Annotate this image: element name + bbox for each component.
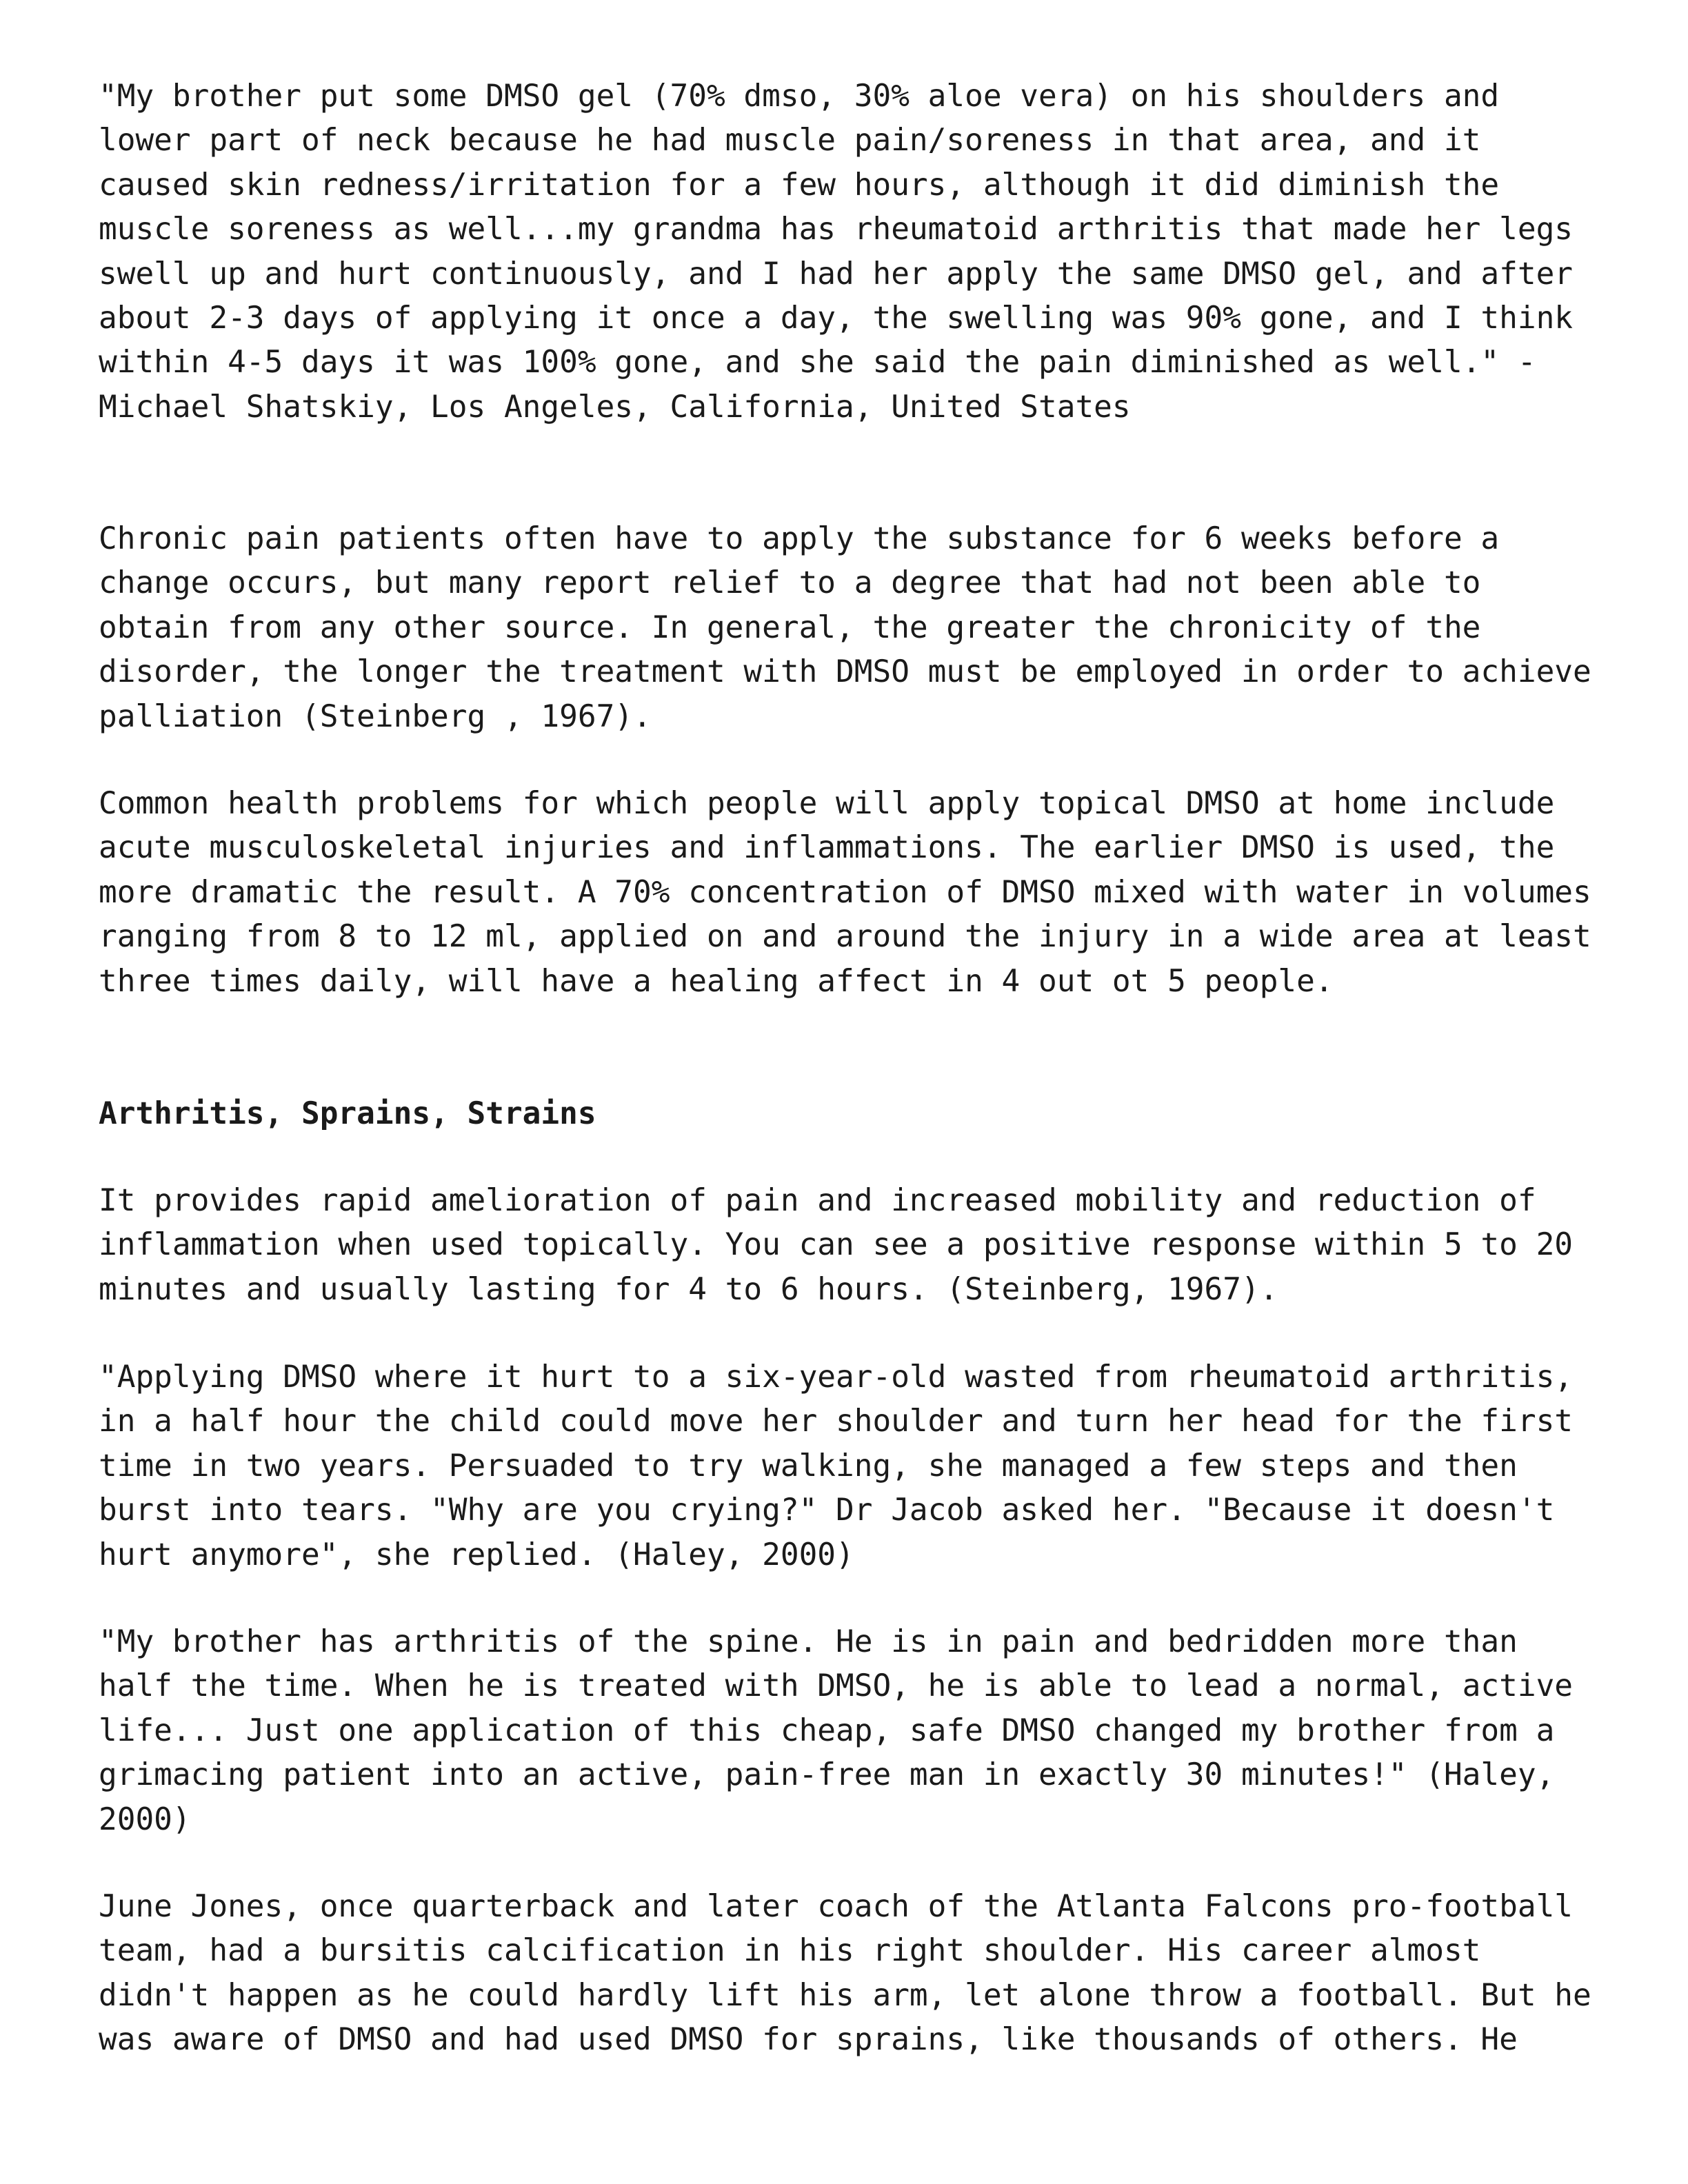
text-line: Michael Shatskiy, Los Angeles, California, United States <box>99 389 1131 425</box>
text-line: team, had a bursitis calcification in his right shoulder. His career almost <box>99 1933 1481 1969</box>
section-heading: Arthritis, Sprains, Strains <box>99 1096 596 1131</box>
text-line: time in two years. Persuaded to try walking, she managed a few steps and then <box>99 1448 1518 1484</box>
text-line: in a half hour the child could move her shoulder and turn her head for the first <box>99 1404 1574 1439</box>
text-line: grimacing patient into an active, pain-free man in exactly 30 minutes!" (Haley, <box>99 1757 1555 1793</box>
text-line: palliation (Steinberg , 1967). <box>99 698 652 734</box>
paragraph-six-year-old <box>99 1355 1573 1577</box>
text-line: Chronic pain patients often have to apply the substance for 6 weeks before a <box>99 521 1500 556</box>
text-line: acute musculoskeletal injuries and inflammations. The earlier DMSO is used, the <box>99 830 1555 866</box>
text-line: hurt anymore", she replied. (Haley, 2000) <box>99 1537 854 1573</box>
text-line: about 2-3 days of applying it once a day, the swelling was 90% gone, and I think <box>99 301 1574 336</box>
paragraph-quote-shatskiy <box>99 74 1573 429</box>
text-line: ranging from 8 to 12 ml, applied on and around the injury in a wide area at least <box>99 919 1591 955</box>
paragraph-common-problems <box>99 782 1591 1004</box>
text-line: didn't happen as he could hardly lift his arm, let alone throw a football. But he <box>99 1977 1591 2013</box>
text-line: June Jones, once quarterback and later coach of the Atlanta Falcons pro-football <box>99 1889 1574 1924</box>
paragraph-brother-spine <box>99 1620 1573 1842</box>
text-line: caused skin redness/irritation for a few hours, although it did diminish the <box>99 167 1500 203</box>
text-line: half the time. When he is treated with DMSO, he is able to lead a normal, active <box>99 1668 1574 1704</box>
text-line: Common health problems for which people will apply topical DMSO at home include <box>99 786 1555 821</box>
text-line: 2000) <box>99 1801 191 1837</box>
text-line: change occurs, but many report relief to a degree that had not been able to <box>99 565 1481 601</box>
text-line: muscle soreness as well...my grandma has rheumatoid arthritis that made her legs <box>99 212 1574 247</box>
text-line: life... Just one application of this cheap, safe DMSO changed my brother from a <box>99 1712 1555 1748</box>
text-line: more dramatic the result. A 70% concentration of DMSO mixed with water in volumes <box>99 874 1591 910</box>
paragraph-june-jones <box>99 1885 1591 2063</box>
text-line: minutes and usually lasting for 4 to 6 hours. (Steinberg, 1967). <box>99 1271 1278 1307</box>
text-line: inflammation when used topically. You can see a positive response within 5 to 20 <box>99 1227 1574 1263</box>
paragraph-chronic-pain <box>99 517 1591 739</box>
text-line: disorder, the longer the treatment with DMSO must be employed in order to achieve <box>99 654 1591 690</box>
text-line: swell up and hurt continuously, and I had her apply the same DMSO gel, and after <box>99 256 1574 292</box>
text-line: "My brother has arthritis of the spine. He is in pain and bedridden more than <box>99 1624 1518 1659</box>
text-line: burst into tears. "Why are you crying?" Dr Jacob asked her. "Because it doesn't <box>99 1493 1555 1528</box>
text-line: "Applying DMSO where it hurt to a six-year-old wasted from rheumatoid arthritis, <box>99 1359 1574 1395</box>
text-line: was aware of DMSO and had used DMSO for sprains, like thousands of others. He <box>99 2022 1518 2058</box>
text-line: within 4-5 days it was 100% gone, and she said the pain diminished as well." - <box>99 345 1536 381</box>
paragraph-rapid-amelioration <box>99 1179 1573 1312</box>
text-line: lower part of neck because he had muscle pain/soreness in that area, and it <box>99 123 1481 159</box>
text-line: three times daily, will have a healing affect in 4 out ot 5 people. <box>99 963 1334 999</box>
text-line: "My brother put some DMSO gel (70% dmso, 30% aloe vera) on his shoulders and <box>99 79 1500 114</box>
text-line: It provides rapid amelioration of pain and increased mobility and reduction of <box>99 1183 1536 1218</box>
text-line: obtain from any other source. In general, the greater the chronicity of the <box>99 609 1481 645</box>
